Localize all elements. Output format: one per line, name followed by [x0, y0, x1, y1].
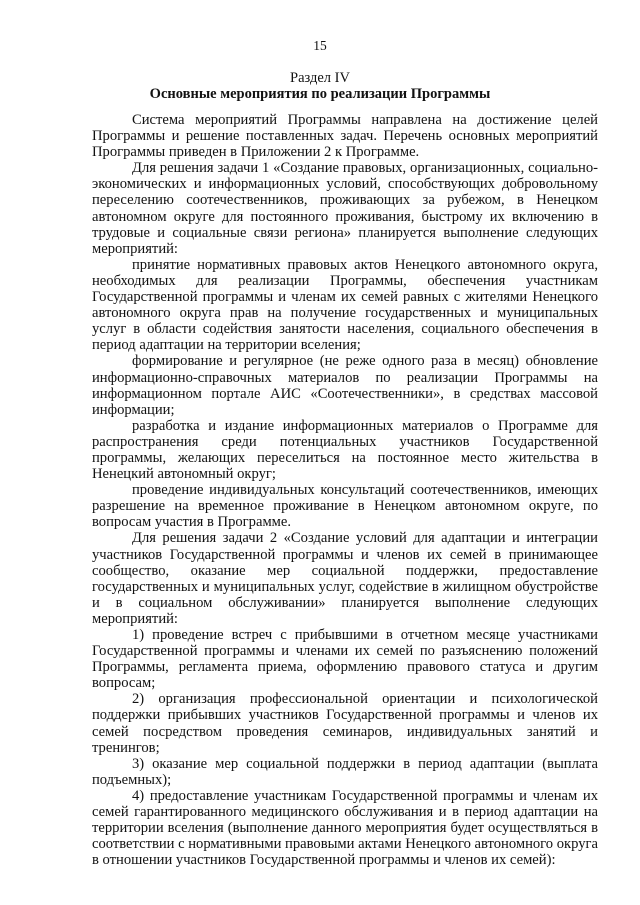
- paragraph-task-1: Для решения задачи 1 «Создание правовых, организационных, социально-экономических и информационных условий, способствующих добровольному переселению соотечественников, проживающих за рубежом, в Ненецком автономном округе для постоянного проживания, быстрому их включению в трудовые и социальные связи региона» планируется выполнение следующих мероприятий:: [92, 160, 598, 257]
- paragraph-measure-legal-acts: принятие нормативных правовых актов Ненецкого автономного округа, необходимых для реализации Программы, обеспечения участникам Государственной программы и членам их семей равных с жителями Ненецкого автономного округа прав на получение государственных и муниципальных услуг в области содействия занятости населения, социального обеспечения в период адаптации на территории вселения;: [92, 256, 598, 354]
- paragraph-measure-publications: разработка и издание информационных материалов о Программе для распространения среди потенциальных участников Государственной программы, желающих переселиться на постоянное место жительства в Ненецкий автономный округ;: [92, 417, 598, 483]
- paragraph-measure-consultations: проведение индивидуальных консультаций соотечественников, имеющих разрешение на временное проживание в Ненецком автономном округе, по вопросам участия в Программе.: [92, 482, 598, 531]
- paragraph-item-1: 1) проведение встреч с прибывшими в отчетном месяце участниками Государственной программы и членами их семей по разъяснению положений Программы, регламента приема, оформлению правового статуса и другим вопросам;: [92, 627, 598, 692]
- page-number: 15: [313, 38, 327, 53]
- paragraph-intro: Система мероприятий Программы направлена на достижение целей Программы и решение поставленных задач. Перечень основных мероприятий Программы приведен в Приложении 2 к Программе.: [92, 112, 598, 161]
- paragraph-item-4: 4) предоставление участникам Государственной программы и членам их семей гарантированного медицинского обслуживания и в период адаптации на территории вселения (выполнение данного мероприятия будет осуществляться в соответствии с нормативными правовыми актами Ненецкого автономного округа в отношении участников Государственной программы и членов их семей):: [92, 787, 599, 869]
- paragraph-item-2: 2) организация профессиональной ориентации и психологической поддержки прибывших участников Государственной программы и членов их семей посредством проведения семинаров, индивидуальных занятий и тренингов;: [92, 691, 598, 756]
- section-label: Раздел IV: [290, 70, 350, 86]
- paragraph-task-2: Для решения задачи 2 «Создание условий для адаптации и интеграции участников Государственной программы и членов их семей в принимающее сообщество, оказание мер социальной поддержки, предоставление государственных и муниципальных услуг, содействие в жилищном обустройстве и в социальном обслуживании» планируется выполнение следующих мероприятий:: [92, 530, 598, 627]
- body-text: [92, 112, 598, 868]
- paragraph-item-3: 3) оказание мер социальной поддержки в период адаптации (выплата подъемных);: [92, 755, 598, 788]
- section-title: Основные мероприятия по реализации Программы: [149, 86, 491, 102]
- paragraph-measure-info-materials: формирование и регулярное (не реже одного раза в месяц) обновление информационно-справочных материалов по реализации Программы на информационном портале АИС «Соотечественники», в средствах массовой информации;: [92, 353, 598, 418]
